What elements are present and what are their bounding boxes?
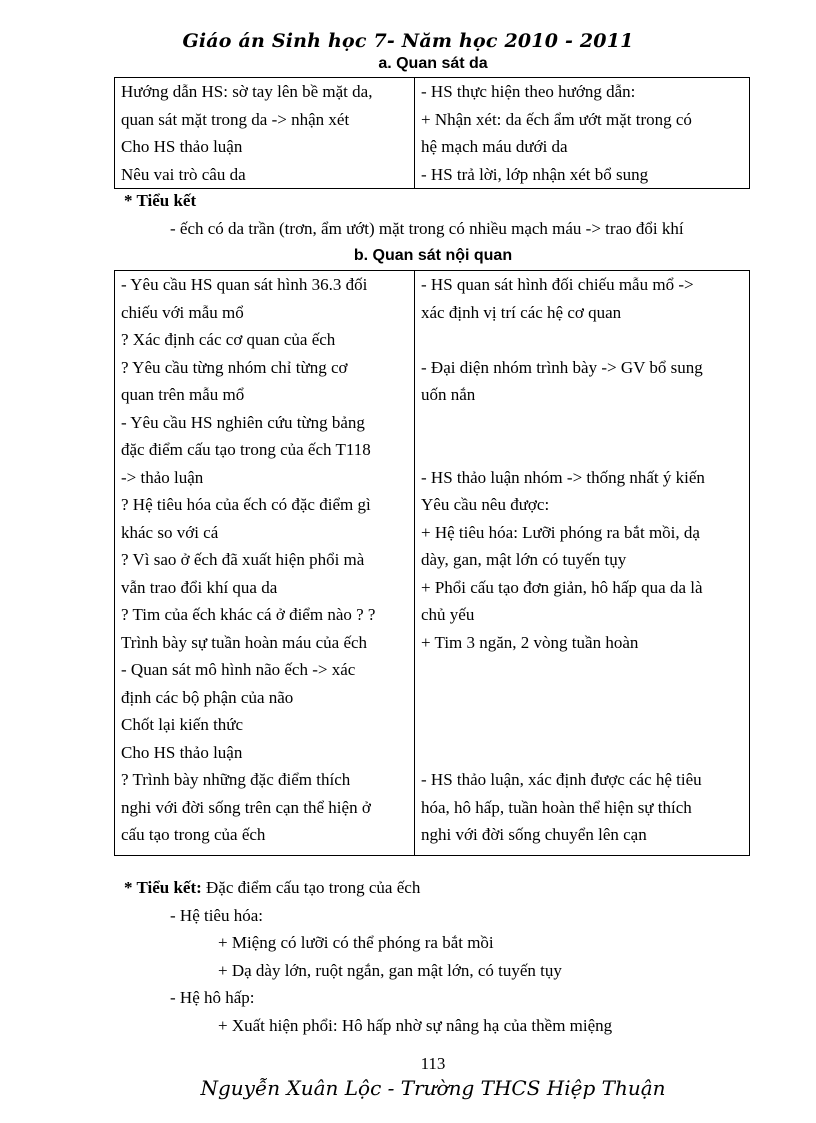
text-line: Cho HS thảo luận xyxy=(121,742,243,762)
text-line xyxy=(421,656,743,684)
text-line: dày, gan, mật lớn có tuyến tụy xyxy=(421,550,627,569)
text-line: nghi với đời sống trên cạn thể hiện ở xyxy=(121,797,371,817)
summary-b-label: * Tiểu kết: xyxy=(124,878,202,897)
text-line: chủ yếu xyxy=(421,605,475,624)
text-line: uốn nắn xyxy=(421,385,476,404)
text-line: nghi với đời sống chuyển lên cạn xyxy=(421,825,647,844)
section-a-table xyxy=(114,77,750,189)
text-line: + Tim 3 ngăn, 2 vòng tuần hoàn xyxy=(421,632,639,652)
text-line xyxy=(421,711,743,739)
text-line: Yêu cầu nêu được: xyxy=(421,495,550,514)
text-line: + Phổi cấu tạo đơn giản, hô hấp qua da là xyxy=(421,577,703,597)
text-line: Nêu vai trò câu da xyxy=(121,164,246,184)
text-line: Hướng dẫn HS: sờ tay lên bề mặt da, xyxy=(121,82,373,101)
text-line: đặc điểm cấu tạo trong của ếch T118 xyxy=(121,440,371,459)
text-line xyxy=(421,436,743,464)
text-line: + Hệ tiêu hóa: Lưỡi phóng ra bắt mồi, dạ xyxy=(421,522,700,542)
teacher-activities-cell xyxy=(115,78,415,189)
text-line xyxy=(421,409,743,437)
text-line: - HS thực hiện theo hướng dẫn: xyxy=(421,82,636,101)
text-line: ? Trình bày những đặc điểm thích xyxy=(121,770,351,789)
text-line: xác định vị trí các hệ cơ quan xyxy=(421,302,622,322)
text-line: Cho HS thảo luận xyxy=(121,137,243,156)
text-line: - HS trả lời, lớp nhận xét bổ sung xyxy=(421,164,649,184)
text-line: - Quan sát mô hình não ếch -> xác xyxy=(121,660,356,679)
text-line xyxy=(421,739,743,767)
text-line: hệ mạch máu dưới da xyxy=(421,137,568,156)
table-row xyxy=(115,271,750,856)
text-line: - Yêu cầu HS quan sát hình 36.3 đối xyxy=(121,275,368,294)
text-line: ? Vì sao ở ếch đã xuất hiện phổi mà xyxy=(121,550,365,569)
text-line: Trình bày sự tuần hoàn máu của ếch xyxy=(121,632,368,652)
text-line: Chốt lại kiến thức xyxy=(121,715,244,734)
summary-b-heading xyxy=(124,878,420,898)
text-line: - HS quan sát hình đối chiếu mẫu mổ -> xyxy=(421,275,694,294)
page-header: Giáo án Sinh học 7- Năm học 2010 - 2011 xyxy=(182,30,634,52)
section-a-title: a. Quan sát da xyxy=(378,55,488,72)
summary-a-label: * Tiểu kết xyxy=(124,191,197,210)
digestive-point: + Dạ dày lớn, ruột ngắn, gan mật lớn, có tuyến tụy xyxy=(218,961,562,980)
section-b-title: b. Quan sát nội quan xyxy=(353,247,513,264)
text-line: ? Xác định các cơ quan của ếch xyxy=(121,330,336,349)
text-line: khác so với cá xyxy=(121,522,219,542)
text-line: cấu tạo trong của ếch xyxy=(121,825,266,844)
text-line: vẫn trao đổi khí qua da xyxy=(121,577,278,597)
respiratory-system-heading: - Hệ hô hấp: xyxy=(170,988,255,1007)
text-line: - HS thảo luận, xác định được các hệ tiêu xyxy=(421,770,702,789)
text-line: - Yêu cầu HS nghiên cứu từng bảng xyxy=(121,412,365,432)
student-activities-cell xyxy=(415,271,750,856)
table-row xyxy=(115,78,750,189)
digestive-system-heading: - Hệ tiêu hóa: xyxy=(170,906,263,925)
text-line: - HS thảo luận nhóm -> thống nhất ý kiến xyxy=(421,467,705,487)
text-line: hóa, hô hấp, tuần hoàn thể hiện sự thích xyxy=(421,797,692,817)
page-footer: Nguyễn Xuân Lộc - Trường THCS Hiệp Thuận xyxy=(200,1076,666,1100)
section-b-table xyxy=(114,270,750,856)
respiratory-point: + Xuất hiện phổi: Hô hấp nhờ sự nâng hạ của thềm miệng xyxy=(218,1016,613,1035)
text-line: -> thảo luận xyxy=(121,467,204,487)
summary-a-text: - ếch có da trần (trơn, ẩm ướt) mặt trong có nhiều mạch máu -> trao đổi khí xyxy=(170,219,684,238)
text-line xyxy=(421,684,743,712)
text-line: quan trên mẫu mổ xyxy=(121,385,245,404)
teacher-activities-cell xyxy=(115,271,415,856)
text-line: ? Yêu cầu từng nhóm chỉ từng cơ xyxy=(121,357,348,377)
text-line: - Đại diện nhóm trình bày -> GV bổ sung xyxy=(421,357,703,377)
text-line xyxy=(421,326,743,354)
text-line: chiếu với mẫu mổ xyxy=(121,302,244,322)
text-line: ? Tim của ếch khác cá ở điểm nào ? ? xyxy=(121,605,376,624)
summary-b-text: Đặc điểm cấu tạo trong của ếch xyxy=(206,878,421,897)
text-line: + Nhận xét: da ếch ẩm ướt mặt trong có xyxy=(421,109,692,129)
student-activities-cell xyxy=(415,78,750,189)
digestive-point: + Miệng có lưỡi có thể phóng ra bắt mồi xyxy=(218,933,494,952)
page-number: 113 xyxy=(420,1054,446,1073)
text-line: quan sát mặt trong da -> nhận xét xyxy=(121,109,350,129)
text-line: ? Hệ tiêu hóa của ếch có đặc điểm gì xyxy=(121,495,371,514)
text-line: định các bộ phận của não xyxy=(121,687,294,707)
